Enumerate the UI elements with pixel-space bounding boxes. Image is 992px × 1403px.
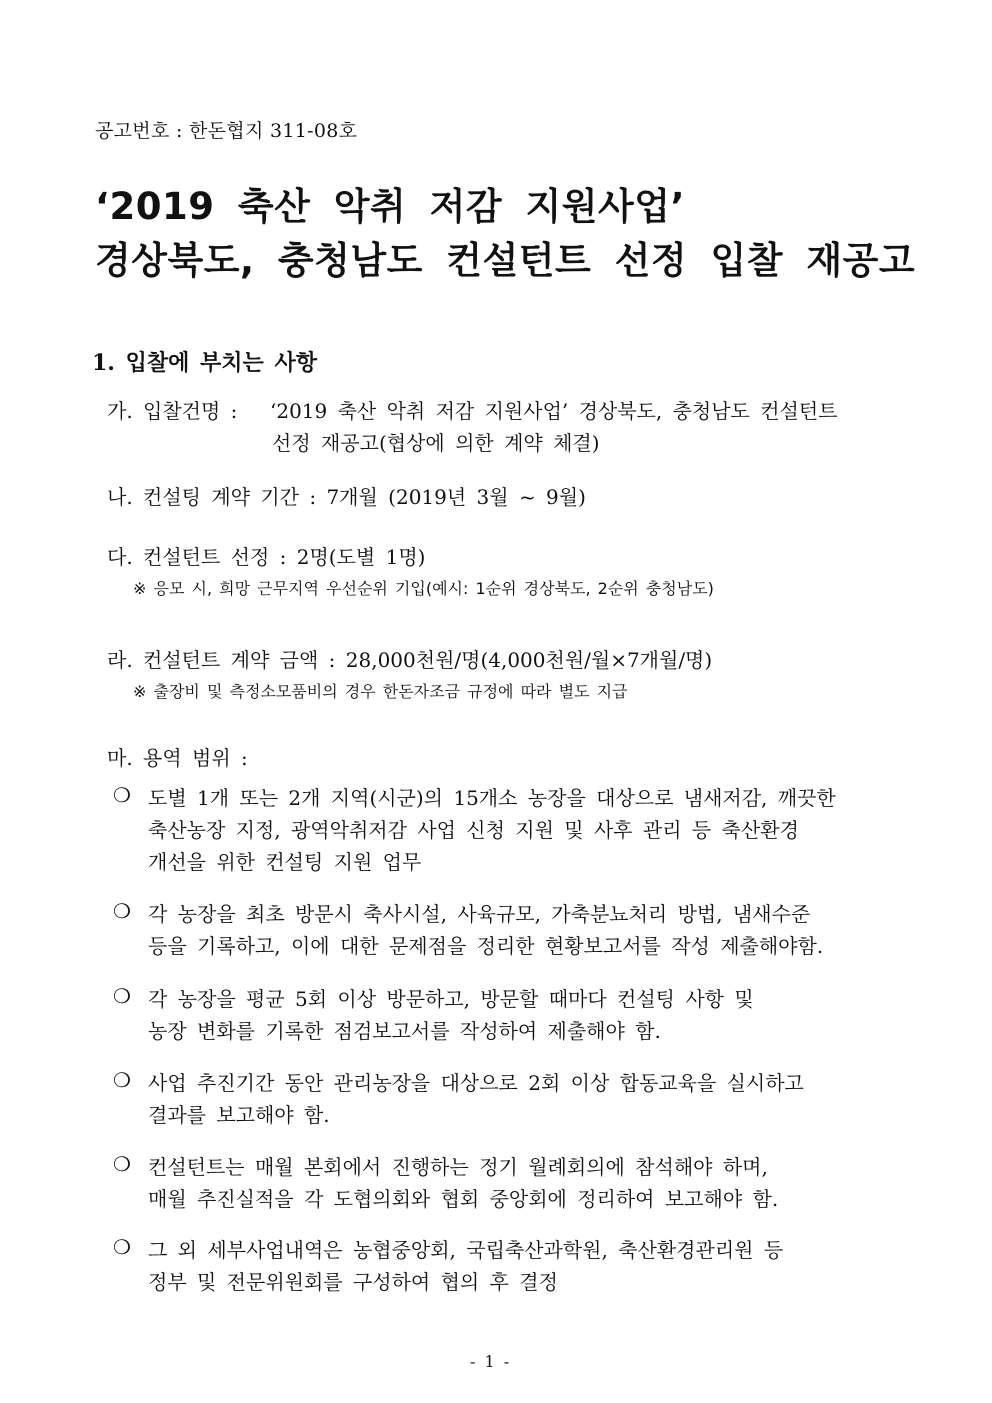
- bullet-text-line: 정부 및 전문위원회를 구성하여 협의 후 결정: [148, 1270, 558, 1294]
- bullet-text-line: 도별 1개 또는 2개 지역(시군)의 15개소 농장을 대상으로 냄새저감, 깨끗한: [148, 786, 836, 810]
- bullet-symbol: ❍: [113, 899, 131, 923]
- item-ra-note: ※ 출장비 및 측정소모품비의 경우 한돈자조금 규정에 따라 별도 지급: [133, 682, 628, 701]
- item-ma-scope-label: 마. 용역 범위 :: [107, 746, 248, 770]
- bullet-symbol: ❍: [113, 783, 131, 807]
- bullet-symbol: ❍: [113, 984, 131, 1008]
- bullet-text-line: 등을 기록하고, 이에 대한 문제점을 정리한 현황보고서를 작성 제출해야함.: [148, 934, 824, 958]
- section-heading: 1. 입찰에 부치는 사항: [92, 350, 317, 376]
- document-title-line-1: ‘2019 축산 악취 저감 지원사업’: [95, 185, 686, 228]
- bullet-symbol: ❍: [113, 1068, 131, 1092]
- item-ra-contract-amount: 라. 컨설턴트 계약 금액 : 28,000천원/명(4,000천원/월×7개월/명): [107, 648, 713, 672]
- bullet-text-line: 축산농장 지정, 광역악취저감 사업 신청 지원 및 사후 관리 등 축산환경: [148, 818, 799, 842]
- item-da-note: ※ 응모 시, 희망 근무지역 우선순위 기입(예시: 1순위 경상북도, 2순위 충청남도): [133, 579, 714, 598]
- bullet-text-line: 결과를 보고해야 함.: [148, 1103, 330, 1127]
- page-number: - 1 -: [470, 1352, 512, 1371]
- bullet-text-line: 사업 추진기간 동안 관리농장을 대상으로 2회 이상 합동교육을 실시하고: [148, 1071, 804, 1095]
- bullet-symbol: ❍: [113, 1235, 131, 1259]
- bullet-text-line: 그 외 세부사업내역은 농협중앙회, 국립축산과학원, 축산환경관리원 등: [148, 1238, 784, 1262]
- notice-number: 공고번호 : 한돈협지 311-08호: [95, 120, 358, 142]
- item-da-consultant-selection: 다. 컨설턴트 선정 : 2명(도별 1명): [107, 545, 426, 569]
- item-ga-label: 가. 입찰건명 :: [107, 399, 238, 423]
- document-title-line-2: 경상북도, 충청남도 컨설턴트 선정 입찰 재공고: [95, 239, 916, 282]
- item-na-contract-period: 나. 컨설팅 계약 기간 : 7개월 (2019년 3월 ~ 9월): [107, 485, 586, 509]
- bullet-text-line: 매월 추진실적을 각 도협의회와 협회 중앙회에 정리하여 보고해야 함.: [148, 1187, 779, 1211]
- bullet-symbol: ❍: [113, 1152, 131, 1176]
- bullet-text-line: 농장 변화를 기록한 점검보고서를 작성하여 제출해야 함.: [148, 1019, 661, 1043]
- bullet-text-line: 각 농장을 최초 방문시 축사시설, 사육규모, 가축분뇨처리 방법, 냄새수준: [148, 902, 811, 926]
- bullet-text-line: 개선을 위한 컨설팅 지원 업무: [148, 850, 422, 874]
- item-ga-line-2: 선정 재공고(협상에 의한 계약 체결): [272, 431, 600, 455]
- item-ga-line-1: ‘2019 축산 악취 저감 지원사업’ 경상북도, 충청남도 컨설턴트: [270, 399, 838, 423]
- bullet-text-line: 각 농장을 평균 5회 이상 방문하고, 방문할 때마다 컨설팅 사항 및: [148, 987, 754, 1011]
- bullet-text-line: 컨설턴트는 매월 본회에서 진행하는 정기 월례회의에 참석해야 하며,: [148, 1155, 768, 1179]
